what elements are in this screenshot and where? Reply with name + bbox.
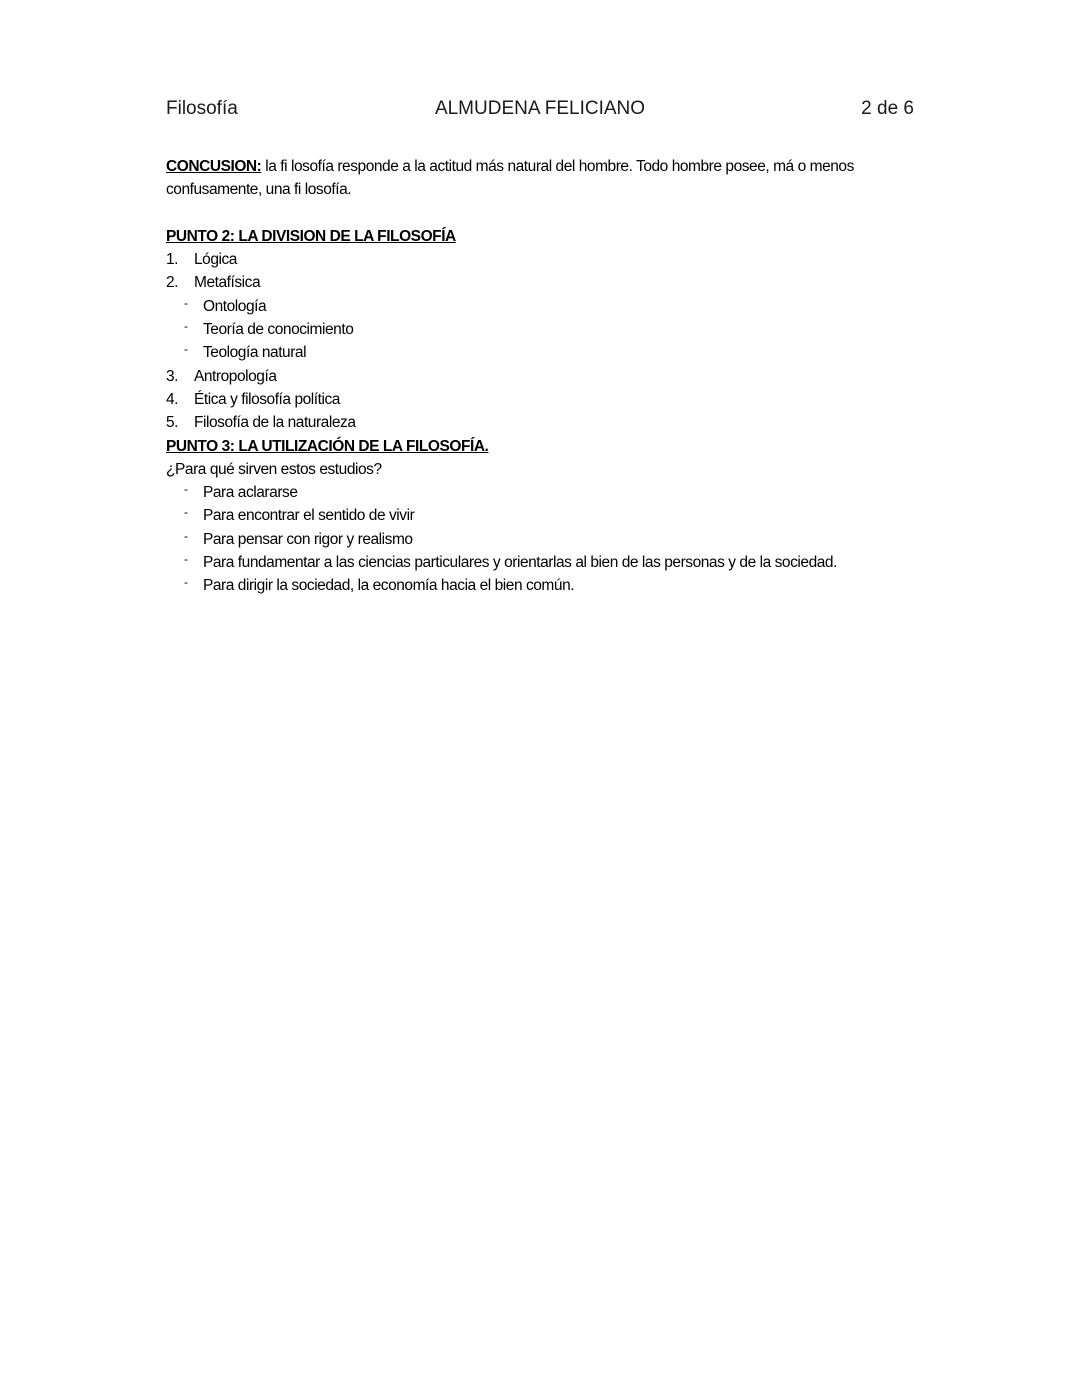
header-author: ALMUDENA FELICIANO	[434, 98, 646, 119]
sublist-item	[166, 341, 914, 364]
uses-item	[166, 551, 914, 574]
spacer	[166, 202, 914, 225]
division-item-etica	[166, 388, 914, 411]
division-item-label: Lógica	[194, 251, 237, 269]
metafisica-sublist	[166, 295, 914, 365]
uses-item-label: Para pensar con rigor y realismo	[203, 530, 413, 548]
division-item-antropologia	[166, 365, 914, 388]
list-number: 2.	[166, 274, 179, 292]
division-item-label: Filosofía de la naturaleza	[194, 414, 356, 432]
uses-item-label: Para aclararse	[203, 484, 298, 502]
division-item-metafisica	[166, 271, 914, 294]
section-heading-punto-2: PUNTO 2: LA DIVISION DE LA FILOSOFÍA	[166, 227, 456, 245]
uses-item	[166, 504, 914, 527]
division-item-naturaleza	[166, 411, 914, 434]
conclusion-text: la fi losofía responde a la actitud más natural del hombre. Todo hombre posee, má o menos confusamente, una fi losofía.	[166, 158, 854, 199]
document-body	[166, 155, 914, 598]
dash-marker: -	[184, 505, 188, 520]
list-number: 3.	[166, 367, 179, 385]
division-list	[166, 248, 914, 434]
uses-item	[166, 528, 914, 551]
dash-marker: -	[184, 482, 188, 497]
section-question: ¿Para qué sirven estos estudios?	[166, 460, 382, 478]
uses-item	[166, 574, 914, 597]
metafisica-sublist-wrapper	[166, 295, 914, 365]
division-item-label: Metafísica	[194, 274, 261, 292]
division-item-label: Antropología	[194, 367, 277, 385]
uses-item-label: Para encontrar el sentido de vivir	[203, 507, 415, 525]
dash-marker: -	[184, 552, 188, 567]
sublist-item-label: Teología natural	[203, 344, 307, 362]
conclusion-label: CONCUSION:	[166, 158, 262, 175]
uses-item-label: Para fundamentar a las ciencias particulares y orientarlas al bien de las personas y de la sociedad.	[203, 554, 837, 572]
conclusion-paragraph	[166, 155, 914, 202]
sublist-item-label: Teoría de conocimiento	[203, 321, 354, 339]
dash-marker: -	[184, 342, 188, 357]
uses-list	[166, 481, 914, 597]
page-header	[166, 98, 914, 126]
uses-item	[166, 481, 914, 504]
header-subject: Filosofía	[166, 98, 238, 119]
dash-marker: -	[184, 575, 188, 590]
list-number: 1.	[166, 251, 179, 269]
section-heading-punto-3: PUNTO 3: LA UTILIZACIÓN DE LA FILOSOFÍA.	[166, 437, 489, 455]
dash-marker: -	[184, 528, 188, 543]
list-number: 5.	[166, 414, 179, 432]
dash-marker: -	[184, 295, 188, 310]
dash-marker: -	[184, 319, 188, 334]
sublist-item-label: Ontología	[203, 297, 267, 315]
division-item-logica	[166, 248, 914, 271]
sublist-item	[166, 295, 914, 318]
uses-item-label: Para dirigir la sociedad, la economía hacia el bien común.	[203, 577, 575, 595]
sublist-item	[166, 318, 914, 341]
division-item-label: Ética y filosofía política	[194, 390, 340, 408]
header-page-number: 2 de 6	[861, 98, 914, 119]
list-number: 4.	[166, 390, 179, 408]
